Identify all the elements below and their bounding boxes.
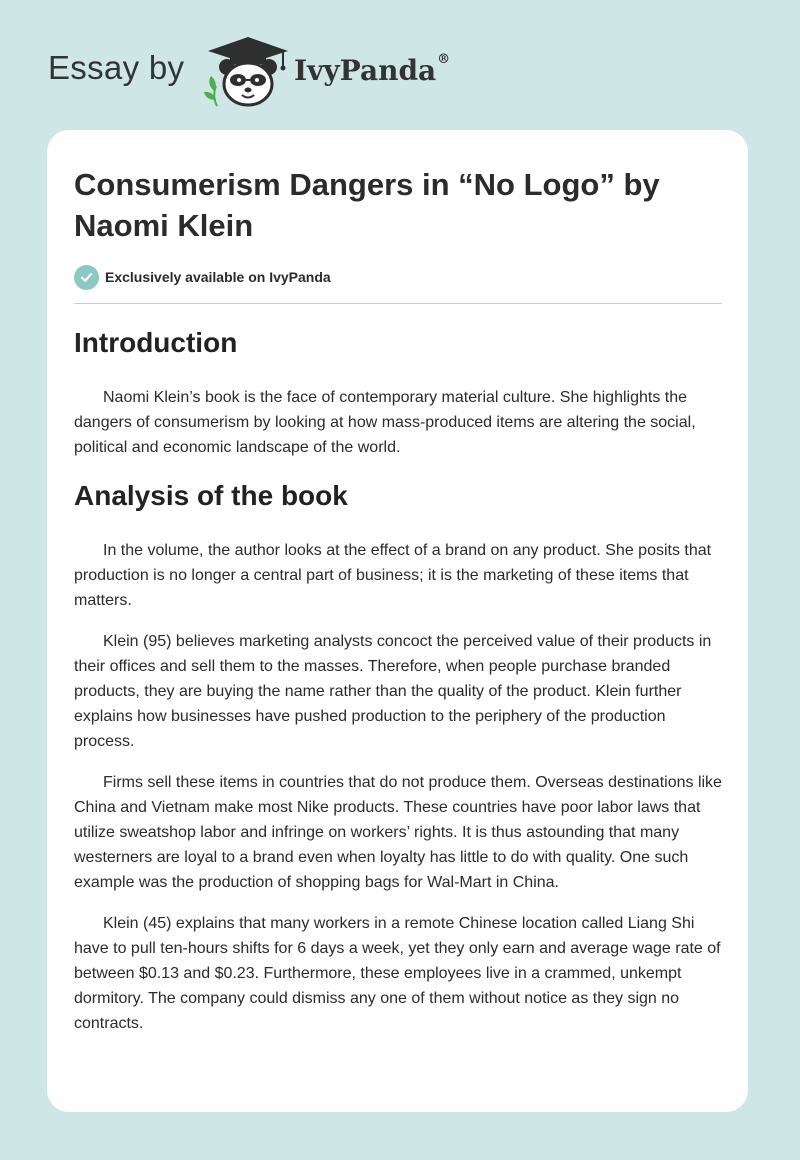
section-heading-analysis: Analysis of the book (74, 480, 348, 511)
paragraph: Firms sell these items in countries that do not produce them. Overseas destinations like China and Vietnam make most Nike products. These countries have poor labor laws that utilize sweatshop labor and infringe on workers’ rights. It is thus astounding that many westerners are loyal to a brand even when loyalty has little to do with quality. One such example was the production of shopping bags for Wal-Mart in China. (74, 774, 722, 891)
article-card (47, 130, 748, 1112)
check-circle-icon (74, 265, 99, 290)
paragraph: In the volume, the author looks at the effect of a brand on any product. She posits that production is no longer a central part of business; it is the marketing of these items that matters. (74, 542, 712, 609)
exclusive-badge-text: Exclusively available on IvyPanda (105, 269, 331, 285)
panda-graduate-icon[interactable] (202, 34, 294, 108)
site-header (48, 34, 508, 108)
brand-name-text: IvyPanda (294, 54, 437, 87)
section-heading-introduction: Introduction (74, 327, 238, 358)
paragraph: Klein (95) believes marketing analysts concoct the perceived value of their products in their offices and sell them to the masses. Therefore, when people purchase branded products, they are buying the name rather than the quality of the product. Klein further explains how businesses have pushed production to the periphery of the production process. (74, 633, 712, 750)
divider (74, 303, 722, 304)
article-title: Consumerism Dangers in “No Logo” by Naomi Klein (74, 167, 660, 243)
essay-by-label: Essay by (48, 49, 185, 86)
registered-mark: ® (437, 52, 451, 67)
exclusive-badge (74, 263, 331, 291)
brand-name[interactable] (294, 54, 450, 87)
paragraph: Naomi Klein’s book is the face of contemporary material culture. She highlights the dangers of consumerism by looking at how mass-produced items are altering the social, political and economic landscape of the world. (74, 389, 696, 456)
paragraph: Klein (45) explains that many workers in a remote Chinese location called Liang Shi have to pull ten-hours shifts for 6 days a week, yet they only earn and average wage rate of between $0.13 and $0.23. Furthermore, these employees live in a crammed, unkempt dormitory. The company could dismiss any one of them without notice as they sign no contracts. (74, 915, 721, 1032)
